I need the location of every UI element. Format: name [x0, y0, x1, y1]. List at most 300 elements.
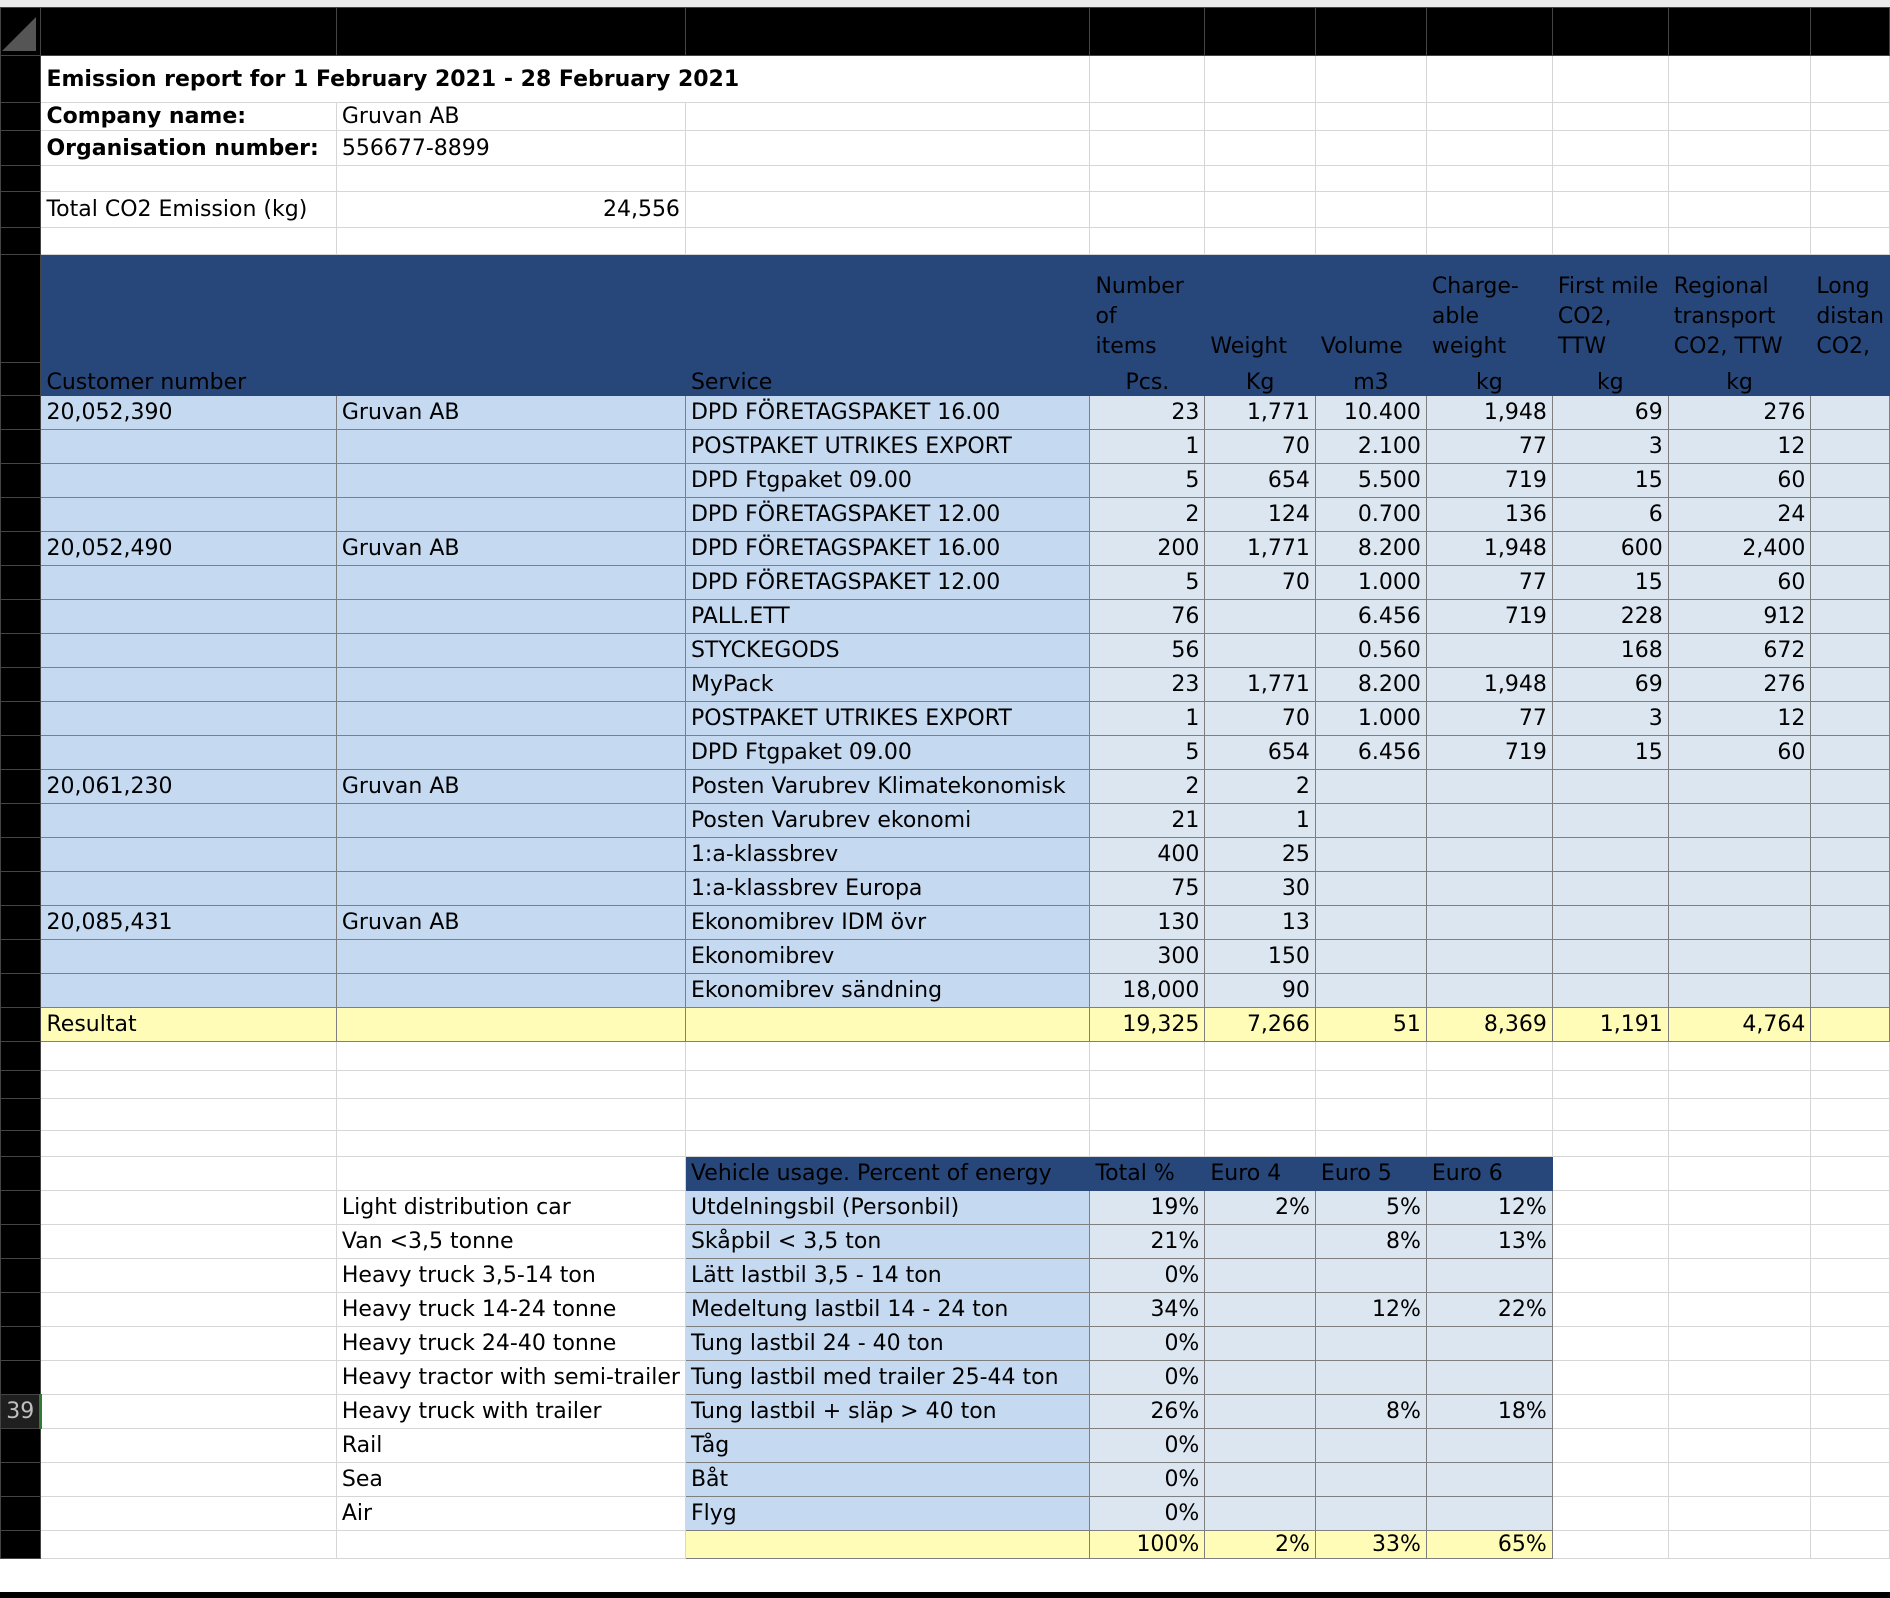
empty-cell[interactable]: [1205, 1131, 1316, 1157]
vehicle-swedish-name[interactable]: Medeltung lastbil 14 - 24 ton: [685, 1293, 1090, 1327]
empty-cell[interactable]: [1552, 1395, 1668, 1429]
customer-number-cell[interactable]: [41, 600, 336, 634]
long-distance-cell[interactable]: [1811, 600, 1890, 634]
empty-cell[interactable]: [1426, 56, 1552, 103]
first-mile-cell[interactable]: 228: [1552, 600, 1668, 634]
volume-cell[interactable]: [1315, 872, 1426, 906]
service-cell[interactable]: 1:a-klassbrev: [685, 838, 1090, 872]
regional-cell[interactable]: 60: [1668, 566, 1811, 600]
chargeable-cell[interactable]: 77: [1426, 566, 1552, 600]
customer-name-cell[interactable]: [336, 634, 685, 668]
column-header-2[interactable]: 2: [336, 8, 685, 56]
volume-cell[interactable]: 8.200: [1315, 668, 1426, 702]
items-cell[interactable]: 300: [1090, 940, 1205, 974]
chargeable-cell[interactable]: [1426, 770, 1552, 804]
empty-cell[interactable]: [1205, 1071, 1316, 1099]
regional-cell[interactable]: 276: [1668, 668, 1811, 702]
weight-cell[interactable]: 90: [1205, 974, 1316, 1008]
empty-cell[interactable]: [41, 1259, 336, 1293]
empty-cell[interactable]: [1205, 192, 1316, 228]
empty-cell[interactable]: [41, 1157, 336, 1191]
volume-cell[interactable]: 10.400: [1315, 396, 1426, 430]
empty-cell[interactable]: [1811, 1071, 1890, 1099]
vehicle-euro4-percent[interactable]: [1205, 1497, 1316, 1531]
empty-cell[interactable]: [685, 166, 1090, 192]
customer-number-cell[interactable]: 20,061,230: [41, 770, 336, 804]
regional-cell[interactable]: [1668, 940, 1811, 974]
vehicle-euro4-percent[interactable]: [1205, 1395, 1316, 1429]
empty-cell[interactable]: [1090, 1099, 1205, 1131]
empty-cell[interactable]: [685, 131, 1090, 166]
row-header-40[interactable]: 40: [1, 1429, 41, 1463]
row-header-22[interactable]: 22: [1, 838, 41, 872]
vehicle-swedish-name[interactable]: Flyg: [685, 1497, 1090, 1531]
service-cell[interactable]: DPD FÖRETAGSPAKET 16.00: [685, 396, 1090, 430]
vehicle-swedish-name[interactable]: Tåg: [685, 1429, 1090, 1463]
service-cell[interactable]: DPD FÖRETAGSPAKET 16.00: [685, 532, 1090, 566]
service-cell[interactable]: MyPack: [685, 668, 1090, 702]
vehicle-euro5-percent[interactable]: [1315, 1259, 1426, 1293]
column-header-partial[interactable]: [1811, 8, 1890, 56]
weight-cell[interactable]: 150: [1205, 940, 1316, 974]
result-items[interactable]: 19,325: [1090, 1008, 1205, 1042]
row-header-34[interactable]: 34: [1, 1225, 41, 1259]
volume-cell[interactable]: 0.700: [1315, 498, 1426, 532]
empty-cell[interactable]: [1090, 1071, 1205, 1099]
empty-cell[interactable]: [1426, 103, 1552, 131]
items-cell[interactable]: 5: [1090, 566, 1205, 600]
row-header-23[interactable]: 23: [1, 872, 41, 906]
chargeable-cell[interactable]: 1,948: [1426, 532, 1552, 566]
empty-cell[interactable]: [1668, 1191, 1811, 1225]
vehicle-euro6-percent[interactable]: 12%: [1426, 1191, 1552, 1225]
empty-cell[interactable]: [41, 1463, 336, 1497]
select-all-corner[interactable]: [1, 8, 41, 56]
chargeable-cell[interactable]: 77: [1426, 430, 1552, 464]
empty-cell[interactable]: [1552, 1259, 1668, 1293]
weight-cell[interactable]: 654: [1205, 736, 1316, 770]
service-cell[interactable]: Posten Varubrev ekonomi: [685, 804, 1090, 838]
empty-cell[interactable]: [1811, 1225, 1890, 1259]
vehicle-euro4-percent[interactable]: [1205, 1429, 1316, 1463]
empty-cell[interactable]: [1090, 192, 1205, 228]
row-header-26[interactable]: 26: [1, 974, 41, 1008]
row-header-4[interactable]: 4: [1, 166, 41, 192]
volume-cell[interactable]: 5.500: [1315, 464, 1426, 498]
empty-cell[interactable]: [685, 1131, 1090, 1157]
vehicle-english-name[interactable]: Heavy tractor with semi-trailer: [336, 1361, 685, 1395]
vehicle-english-name[interactable]: Sea: [336, 1463, 685, 1497]
customer-number-cell[interactable]: 20,052,390: [41, 396, 336, 430]
empty-cell[interactable]: [1090, 1042, 1205, 1071]
vehicle-euro4-sum[interactable]: 2%: [1205, 1531, 1316, 1559]
org-number-label[interactable]: Organisation number:: [41, 131, 336, 166]
service-cell[interactable]: 1:a-klassbrev Europa: [685, 872, 1090, 906]
volume-cell[interactable]: 1.000: [1315, 702, 1426, 736]
vehicle-euro5-percent[interactable]: 12%: [1315, 1293, 1426, 1327]
vehicle-euro6-percent[interactable]: [1426, 1327, 1552, 1361]
vehicle-total-percent[interactable]: 0%: [1090, 1327, 1205, 1361]
vehicle-euro6-header[interactable]: Euro 6: [1426, 1157, 1552, 1191]
long-distance-cell[interactable]: [1811, 532, 1890, 566]
row-header-21[interactable]: 21: [1, 804, 41, 838]
vehicle-euro6-percent[interactable]: 18%: [1426, 1395, 1552, 1429]
first-mile-cell[interactable]: 69: [1552, 668, 1668, 702]
result-regional[interactable]: 4,764: [1668, 1008, 1811, 1042]
empty-cell[interactable]: [336, 255, 685, 363]
volume-cell[interactable]: [1315, 770, 1426, 804]
empty-cell[interactable]: [41, 1327, 336, 1361]
regional-cell[interactable]: 912: [1668, 600, 1811, 634]
empty-cell[interactable]: [1552, 1429, 1668, 1463]
weight-cell[interactable]: [1205, 600, 1316, 634]
company-label[interactable]: Company name:: [41, 103, 336, 131]
org-number-value[interactable]: 556677-8899: [336, 131, 685, 166]
service-cell[interactable]: DPD FÖRETAGSPAKET 12.00: [685, 566, 1090, 600]
customer-number-cell[interactable]: [41, 464, 336, 498]
customer-number-cell[interactable]: [41, 702, 336, 736]
customer-number-cell[interactable]: [41, 974, 336, 1008]
vehicle-euro6-percent[interactable]: 13%: [1426, 1225, 1552, 1259]
empty-cell[interactable]: [1090, 1131, 1205, 1157]
long-distance-cell[interactable]: [1811, 838, 1890, 872]
volume-cell[interactable]: [1315, 804, 1426, 838]
empty-cell[interactable]: [1811, 1361, 1890, 1395]
empty-cell[interactable]: [685, 103, 1090, 131]
empty-cell[interactable]: [41, 1099, 336, 1131]
row-header-6[interactable]: 6: [1, 228, 41, 255]
empty-cell[interactable]: [1811, 1191, 1890, 1225]
result-volume[interactable]: 51: [1315, 1008, 1426, 1042]
header-chargeable[interactable]: [1426, 255, 1552, 363]
company-value[interactable]: Gruvan AB: [336, 103, 685, 131]
empty-cell[interactable]: [1552, 228, 1668, 255]
empty-cell[interactable]: [1668, 192, 1811, 228]
empty-cell[interactable]: [336, 1131, 685, 1157]
empty-cell[interactable]: [41, 228, 336, 255]
regional-cell[interactable]: [1668, 770, 1811, 804]
items-cell[interactable]: 23: [1090, 396, 1205, 430]
empty-cell[interactable]: [1668, 1463, 1811, 1497]
chargeable-cell[interactable]: 136: [1426, 498, 1552, 532]
column-header-4[interactable]: 4: [1090, 8, 1205, 56]
empty-cell[interactable]: [1205, 103, 1316, 131]
vehicle-euro6-percent[interactable]: [1426, 1463, 1552, 1497]
row-header-15[interactable]: 15: [1, 600, 41, 634]
total-co2-label[interactable]: Total CO2 Emission (kg): [41, 192, 336, 228]
empty-cell[interactable]: [1668, 1259, 1811, 1293]
customer-number-cell[interactable]: [41, 668, 336, 702]
empty-cell[interactable]: [1811, 131, 1890, 166]
vehicle-euro5-percent[interactable]: 8%: [1315, 1395, 1426, 1429]
empty-cell[interactable]: [1552, 1225, 1668, 1259]
row-header-38[interactable]: 38: [1, 1361, 41, 1395]
unit-volume[interactable]: m3: [1315, 363, 1426, 396]
empty-cell[interactable]: [1552, 1293, 1668, 1327]
row-header-17[interactable]: 17: [1, 668, 41, 702]
long-distance-cell[interactable]: [1811, 464, 1890, 498]
empty-cell[interactable]: [1205, 166, 1316, 192]
total-co2-value[interactable]: 24,556: [336, 192, 685, 228]
vehicle-total-percent[interactable]: 34%: [1090, 1293, 1205, 1327]
first-mile-cell[interactable]: [1552, 838, 1668, 872]
chargeable-cell[interactable]: [1426, 974, 1552, 1008]
empty-cell[interactable]: [1668, 1327, 1811, 1361]
first-mile-cell[interactable]: [1552, 940, 1668, 974]
empty-cell[interactable]: [1668, 1099, 1811, 1131]
items-cell[interactable]: 130: [1090, 906, 1205, 940]
weight-cell[interactable]: 13: [1205, 906, 1316, 940]
empty-cell[interactable]: [1811, 1327, 1890, 1361]
row-header-41[interactable]: 41: [1, 1463, 41, 1497]
header-service[interactable]: Service: [685, 363, 1090, 396]
service-cell[interactable]: Ekonomibrev: [685, 940, 1090, 974]
customer-number-cell[interactable]: [41, 498, 336, 532]
vehicle-english-name[interactable]: Heavy truck 3,5-14 ton: [336, 1259, 685, 1293]
first-mile-cell[interactable]: [1552, 770, 1668, 804]
row-header-30[interactable]: 30: [1, 1099, 41, 1131]
service-cell[interactable]: STYCKEGODS: [685, 634, 1090, 668]
vehicle-english-name[interactable]: Rail: [336, 1429, 685, 1463]
customer-number-cell[interactable]: [41, 872, 336, 906]
empty-cell[interactable]: [1668, 1225, 1811, 1259]
first-mile-cell[interactable]: [1552, 872, 1668, 906]
service-cell[interactable]: PALL.ETT: [685, 600, 1090, 634]
long-distance-cell[interactable]: [1811, 396, 1890, 430]
chargeable-cell[interactable]: [1426, 804, 1552, 838]
empty-cell[interactable]: [1426, 1071, 1552, 1099]
regional-cell[interactable]: 24: [1668, 498, 1811, 532]
items-cell[interactable]: 75: [1090, 872, 1205, 906]
customer-number-cell[interactable]: [41, 430, 336, 464]
customer-name-cell[interactable]: [336, 498, 685, 532]
regional-cell[interactable]: [1668, 804, 1811, 838]
first-mile-cell[interactable]: 3: [1552, 702, 1668, 736]
empty-cell[interactable]: [1315, 1131, 1426, 1157]
volume-cell[interactable]: [1315, 974, 1426, 1008]
items-cell[interactable]: 21: [1090, 804, 1205, 838]
empty-cell[interactable]: [336, 166, 685, 192]
customer-name-cell[interactable]: [336, 702, 685, 736]
vehicle-euro4-percent[interactable]: [1205, 1327, 1316, 1361]
first-mile-cell[interactable]: 3: [1552, 430, 1668, 464]
chargeable-cell[interactable]: 77: [1426, 702, 1552, 736]
vehicle-euro4-percent[interactable]: 2%: [1205, 1191, 1316, 1225]
column-header-3[interactable]: 3: [685, 8, 1090, 56]
vehicle-euro5-percent[interactable]: [1315, 1429, 1426, 1463]
empty-cell[interactable]: [1668, 1042, 1811, 1071]
empty-cell[interactable]: [1668, 131, 1811, 166]
empty-cell[interactable]: [1426, 192, 1552, 228]
row-header-36[interactable]: 36: [1, 1293, 41, 1327]
row-header-32[interactable]: 32: [1, 1157, 41, 1191]
items-cell[interactable]: 1: [1090, 430, 1205, 464]
header-first-mile[interactable]: [1552, 255, 1668, 363]
empty-cell[interactable]: [41, 1131, 336, 1157]
empty-cell[interactable]: [41, 1395, 336, 1429]
empty-cell[interactable]: [1315, 1071, 1426, 1099]
empty-cell[interactable]: [336, 228, 685, 255]
result-label[interactable]: Resultat: [41, 1008, 336, 1042]
regional-cell[interactable]: 2,400: [1668, 532, 1811, 566]
vehicle-total-percent[interactable]: 0%: [1090, 1463, 1205, 1497]
vehicle-euro4-header[interactable]: Euro 4: [1205, 1157, 1316, 1191]
unit-items[interactable]: Pcs.: [1090, 363, 1205, 396]
empty-cell[interactable]: [685, 1042, 1090, 1071]
empty-cell[interactable]: [685, 255, 1090, 363]
result-first-mile[interactable]: 1,191: [1552, 1008, 1668, 1042]
empty-cell[interactable]: [336, 1042, 685, 1071]
empty-cell[interactable]: [685, 1071, 1090, 1099]
empty-cell[interactable]: [1811, 1429, 1890, 1463]
row-header-35[interactable]: 35: [1, 1259, 41, 1293]
column-header-6[interactable]: 6: [1315, 8, 1426, 56]
long-distance-cell[interactable]: [1811, 804, 1890, 838]
weight-cell[interactable]: 1: [1205, 804, 1316, 838]
result-blank[interactable]: [685, 1008, 1090, 1042]
weight-cell[interactable]: 1,771: [1205, 668, 1316, 702]
service-cell[interactable]: DPD FÖRETAGSPAKET 12.00: [685, 498, 1090, 532]
row-header-27[interactable]: 27: [1, 1008, 41, 1042]
unit-weight[interactable]: Kg: [1205, 363, 1316, 396]
empty-cell[interactable]: [1552, 131, 1668, 166]
first-mile-cell[interactable]: 600: [1552, 532, 1668, 566]
vehicle-euro5-percent[interactable]: [1315, 1361, 1426, 1395]
empty-cell[interactable]: [41, 1042, 336, 1071]
empty-cell[interactable]: [1811, 1463, 1890, 1497]
empty-cell[interactable]: [1315, 166, 1426, 192]
empty-cell[interactable]: [41, 1293, 336, 1327]
vehicle-english-name[interactable]: Van <3,5 tonne: [336, 1225, 685, 1259]
empty-cell[interactable]: [41, 1531, 336, 1559]
empty-cell[interactable]: [1811, 1157, 1890, 1191]
customer-name-cell[interactable]: Gruvan AB: [336, 532, 685, 566]
chargeable-cell[interactable]: [1426, 906, 1552, 940]
first-mile-cell[interactable]: 15: [1552, 736, 1668, 770]
header-long-distance[interactable]: [1811, 255, 1890, 363]
regional-cell[interactable]: [1668, 974, 1811, 1008]
first-mile-cell[interactable]: [1552, 974, 1668, 1008]
customer-name-cell[interactable]: [336, 940, 685, 974]
weight-cell[interactable]: 70: [1205, 430, 1316, 464]
vehicle-euro6-percent[interactable]: [1426, 1429, 1552, 1463]
empty-cell[interactable]: [1552, 1531, 1668, 1559]
customer-name-cell[interactable]: [336, 804, 685, 838]
regional-cell[interactable]: [1668, 872, 1811, 906]
items-cell[interactable]: 200: [1090, 532, 1205, 566]
header-regional[interactable]: [1668, 255, 1811, 363]
weight-cell[interactable]: 25: [1205, 838, 1316, 872]
empty-cell[interactable]: [685, 192, 1090, 228]
long-distance-cell[interactable]: [1811, 974, 1890, 1008]
regional-cell[interactable]: 12: [1668, 702, 1811, 736]
chargeable-cell[interactable]: 1,948: [1426, 668, 1552, 702]
header-weight[interactable]: [1205, 255, 1316, 363]
regional-cell[interactable]: [1668, 838, 1811, 872]
empty-cell[interactable]: [1552, 1157, 1668, 1191]
empty-cell[interactable]: [1668, 1395, 1811, 1429]
vehicle-total-header[interactable]: Total %: [1090, 1157, 1205, 1191]
vehicle-euro5-header[interactable]: Euro 5: [1315, 1157, 1426, 1191]
customer-number-cell[interactable]: [41, 736, 336, 770]
empty-cell[interactable]: [41, 1361, 336, 1395]
row-header-16[interactable]: 16: [1, 634, 41, 668]
weight-cell[interactable]: 30: [1205, 872, 1316, 906]
chargeable-cell[interactable]: [1426, 872, 1552, 906]
regional-cell[interactable]: 60: [1668, 464, 1811, 498]
row-header-39[interactable]: 39: [1, 1395, 41, 1429]
items-cell[interactable]: 5: [1090, 736, 1205, 770]
items-cell[interactable]: 76: [1090, 600, 1205, 634]
customer-number-cell[interactable]: 20,085,431: [41, 906, 336, 940]
regional-cell[interactable]: 672: [1668, 634, 1811, 668]
column-header-9[interactable]: 9: [1668, 8, 1811, 56]
empty-cell[interactable]: [1668, 56, 1811, 103]
row-header-18[interactable]: 18: [1, 702, 41, 736]
weight-cell[interactable]: [1205, 634, 1316, 668]
empty-cell[interactable]: [336, 1071, 685, 1099]
unit-regional[interactable]: kg: [1668, 363, 1811, 396]
first-mile-cell[interactable]: [1552, 906, 1668, 940]
row-header-3[interactable]: 3: [1, 131, 41, 166]
row-header-33[interactable]: 33: [1, 1191, 41, 1225]
empty-cell[interactable]: [1426, 228, 1552, 255]
first-mile-cell[interactable]: 6: [1552, 498, 1668, 532]
row-header-5[interactable]: 5: [1, 192, 41, 228]
empty-cell[interactable]: [1668, 1157, 1811, 1191]
volume-cell[interactable]: [1315, 838, 1426, 872]
empty-cell[interactable]: [41, 166, 336, 192]
vehicle-english-name[interactable]: Light distribution car: [336, 1191, 685, 1225]
vehicle-total-percent[interactable]: 0%: [1090, 1361, 1205, 1395]
first-mile-cell[interactable]: 15: [1552, 464, 1668, 498]
row-header-12[interactable]: 12: [1, 498, 41, 532]
long-distance-cell[interactable]: [1811, 940, 1890, 974]
items-cell[interactable]: 5: [1090, 464, 1205, 498]
row-header-13[interactable]: 13: [1, 532, 41, 566]
result-blank[interactable]: [336, 1008, 685, 1042]
service-cell[interactable]: Ekonomibrev IDM övr: [685, 906, 1090, 940]
empty-cell[interactable]: [1552, 1191, 1668, 1225]
vehicle-swedish-name[interactable]: Lätt lastbil 3,5 - 14 ton: [685, 1259, 1090, 1293]
vehicle-euro6-percent[interactable]: [1426, 1361, 1552, 1395]
row-header-43[interactable]: 43: [1, 1531, 41, 1559]
customer-name-cell[interactable]: [336, 464, 685, 498]
row-header-29[interactable]: 29: [1, 1071, 41, 1099]
empty-cell[interactable]: [1668, 1071, 1811, 1099]
service-cell[interactable]: DPD Ftgpaket 09.00: [685, 464, 1090, 498]
customer-name-cell[interactable]: [336, 872, 685, 906]
weight-cell[interactable]: 70: [1205, 702, 1316, 736]
long-distance-cell[interactable]: [1811, 668, 1890, 702]
empty-cell[interactable]: [336, 1099, 685, 1131]
row-header-1[interactable]: 1: [1, 56, 41, 103]
vehicle-swedish-name[interactable]: Tung lastbil med trailer 25-44 ton: [685, 1361, 1090, 1395]
empty-cell[interactable]: [1315, 192, 1426, 228]
empty-cell[interactable]: [1315, 228, 1426, 255]
empty-cell[interactable]: [1552, 1463, 1668, 1497]
empty-cell[interactable]: [1668, 1497, 1811, 1531]
empty-cell[interactable]: [41, 1191, 336, 1225]
vehicle-euro6-sum[interactable]: 65%: [1426, 1531, 1552, 1559]
volume-cell[interactable]: 6.456: [1315, 600, 1426, 634]
vehicle-english-name[interactable]: Heavy truck 24-40 tonne: [336, 1327, 685, 1361]
empty-cell[interactable]: [1811, 1131, 1890, 1157]
header-items[interactable]: [1090, 255, 1205, 363]
row-header-11[interactable]: 11: [1, 464, 41, 498]
long-distance-cell[interactable]: [1811, 634, 1890, 668]
row-header-2[interactable]: 2: [1, 103, 41, 131]
